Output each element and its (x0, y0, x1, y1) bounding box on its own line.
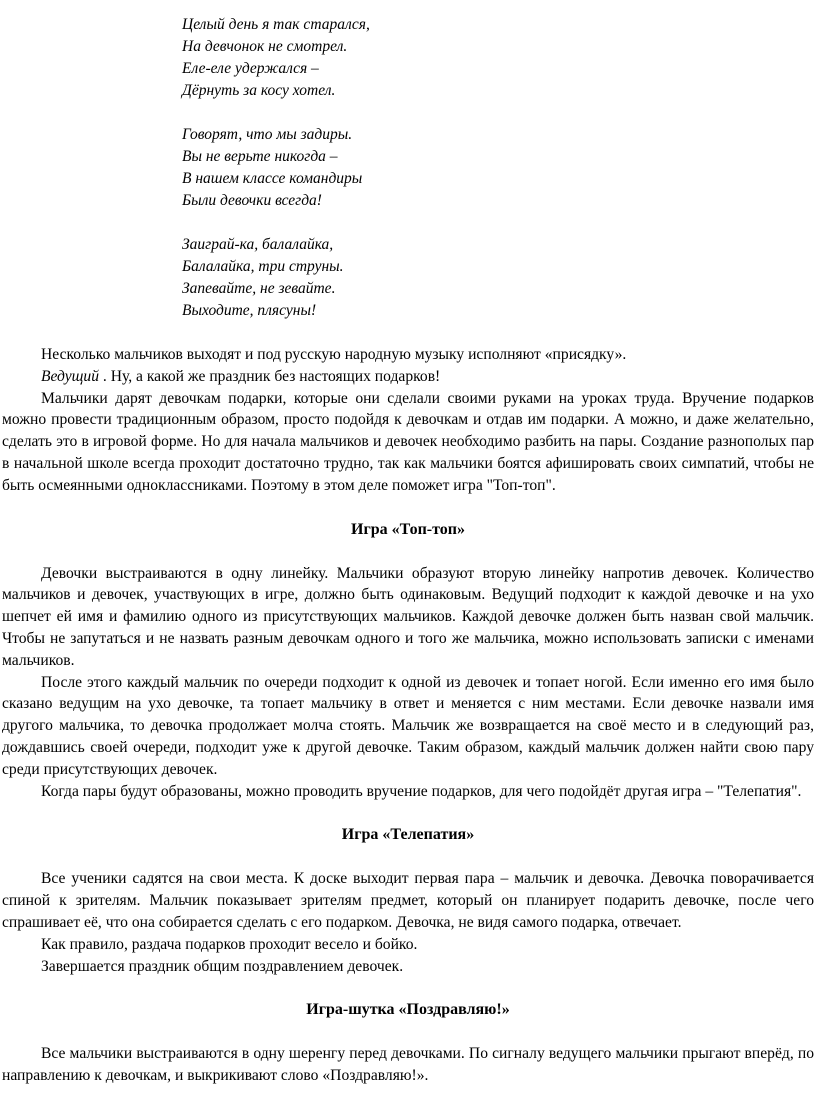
section-heading: Игра-шутка «Поздравляю!» (306, 1001, 510, 1019)
poem (182, 14, 814, 322)
game-paragraph: Все ученики садятся на свои места. К доске выходит первая пара – мальчик и девочка. Девочка поворачивается спиной к зрителям. Мальчик показывает зрителям предмет, который он планирует подарить девочке, после чего спрашивает её, что она собирается сделать с его подарком. Девочка, не видя самого подарка, отвечает. (2, 870, 814, 931)
game-paragraph: Все мальчики выстраиваются в одну шеренгу перед девочками. По сигналу ведущего мальчики прыгают вперёд, по направлению к девочкам, и выкрикивают слово «Поздравляю!». (2, 1045, 814, 1085)
poem-line: Дёрнуть за косу хотел. (182, 82, 336, 99)
poem-line: Вы не верьте никогда – (182, 148, 338, 165)
speaker-label: Ведущий (41, 367, 100, 385)
section-heading: Игра «Топ-топ» (351, 520, 465, 538)
intro-paragraph: Несколько мальчиков выходят и под русскую народную музыку исполняют «присядку». (41, 346, 627, 363)
poem-line: Запевайте, не зевайте. (182, 280, 336, 297)
game-paragraph: Как правило, раздача подарков проходит весело и бойко. (41, 935, 418, 953)
game-paragraph: Когда пары будут образованы, можно проводить вручение подарков, для чего подойдёт другая игра – "Телепатия". (41, 782, 802, 800)
poem-line: В нашем классе командиры (182, 170, 363, 187)
host-line (2, 366, 814, 388)
poem-line: Балалайка, три струны. (182, 258, 344, 275)
document-body (2, 344, 814, 1087)
intro-paragraph: Мальчики дарят девочкам подарки, которые они сделали своими руками на уроках труда. Вручение подарков можно провести традиционным образом, просто подойдя к девочкам и отдав им подарки. А можно, и даже желательно, сделать это в игровой форме. Но для начала мальчиков и девочек необходимо разбить на пары. Создание разнополых пар в начальной школе всегда проходит достаточно трудно, так как мальчики боятся афишировать своих симпатий, чтобы не быть осмеянными одноклассниками. Поэтому в этом деле поможет игра "Топ-топ". (2, 389, 814, 494)
host-line-text: . Ну, а какой же праздник без настоящих подарков! (99, 367, 441, 385)
poem-line: Выходите, плясуны! (182, 302, 317, 319)
poem-stanza (182, 14, 814, 102)
game-paragraph: После этого каждый мальчик по очереди подходит к одной из девочек и топает ногой. Если именно его имя было сказано ведущим на ухо девочке, та топает мальчику в ответ и меняется с ним местами. Если девочке назвали имя другого мальчика, то девочка продолжает молча стоять. Мальчик же возвращается на своё место и в следующий раз, дождавшись своей очереди, подходит уже к другой девочке. Таким образом, каждый мальчик должен найти свою пару среди присутствующих девочек. (2, 673, 814, 778)
poem-line: Целый день я так старался, (182, 16, 370, 33)
game-paragraph: Девочки выстраиваются в одну линейку. Мальчики образуют вторую линейку напротив девочек. Количество мальчиков и девочек, участвующих в игре, должно быть одинаковым. Ведущий подходит к каждой девочке и на ухо шепчет ей имя и фамилию одного из присутствующих мальчиков. Каждой девочке должен быть назван свой мальчик. Чтобы не запутаться и не назвать разным девочкам одного и того же мальчика, можно использовать записки с именами мальчиков. (2, 564, 814, 669)
poem-line: На девчонок не смотрел. (182, 38, 348, 55)
poem-line: Были девочки всегда! (182, 192, 322, 209)
poem-stanza (182, 234, 814, 322)
game-paragraph: Завершается праздник общим поздравлением девочек. (41, 957, 404, 975)
poem-line: Еле-еле удержался – (182, 60, 319, 77)
poem-line: Говорят, что мы задиры. (182, 126, 353, 143)
poem-line: Заиграй-ка, балалайка, (182, 236, 334, 253)
poem-stanza (182, 124, 814, 212)
section-heading: Игра «Телепатия» (341, 826, 475, 844)
